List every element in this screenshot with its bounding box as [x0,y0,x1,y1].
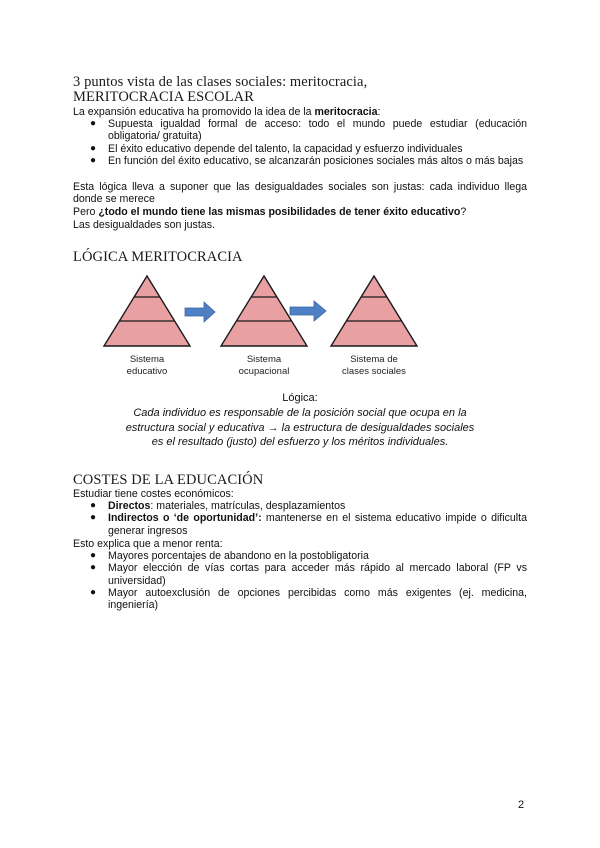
section-title-logica: LÓGICA MERITOCRACIA [73,249,243,265]
bullet-icon: ● [90,550,97,561]
question-paragraph: Pero ¿todo el mundo tiene las mismas posibilidades de tener éxito educativo? [73,206,467,218]
arrow-2-icon [290,301,326,321]
page-number: 2 [518,799,525,811]
costes-list [73,500,527,537]
costes-intro: Estudiar tiene costes económicos: [73,488,234,500]
bullet-icon: ● [90,142,97,154]
caption-ocupacional: Sistema ocupacional [238,354,290,377]
logic-statement: Cada individuo es responsable de la posición social que ocupa en la estructura social y educativa → la estructura de desigualdades sociales es el resultado (justo) del esfuerzo y los méritos individuales. [125,407,475,448]
list-item: ● Supuesta igualdad formal de acceso: todo el mundo puede estudiar (educación obligatoria/ gratuita) [90,118,527,143]
meritocracy-diagram [70,266,530,466]
renta-intro: Esto explica que a menor renta: [73,538,223,550]
bullet-icon: ● [90,118,97,129]
list-item: ● El éxito educativo depende del talento, la capacidad y esfuerzo individuales [90,142,463,155]
intro-text: La expansión educativa ha promovido la idea de la [73,106,315,118]
bullet-icon: ● [90,500,97,511]
pyramid-educativo [104,276,190,346]
meritocracia-intro [73,106,527,118]
intro-title-line: 3 puntos vista de las clases sociales: meritocracia, [73,74,368,90]
intro-colon: : [377,106,381,118]
list-item: ● Mayor elección de vías cortas para acceder más rápido al mercado laboral (FP vs universidad) [90,562,527,587]
list-item: ● Mayores porcentajes de abandono en la postobligatoria [90,550,369,562]
list-item: ● Directos: materiales, matrículas, desplazamientos [90,500,346,512]
bullet-icon: ● [90,512,97,524]
list-item: ● Mayor autoexclusión de opciones percibidas como más exigentes (ej. medicina, ingeniería) [90,586,527,612]
list-item: ● En función del éxito educativo, se alcanzarán posiciones sociales más altos o más bajas [90,154,524,167]
section-title-costes: COSTES DE LA EDUCACIÓN [73,472,264,488]
pyramid-clases-sociales [331,276,417,346]
question-bold: ¿todo el mundo tiene las mismas posibilidades de tener éxito educativo [98,206,461,218]
intro-bold-term: meritocracia [314,106,378,118]
caption-clases-sociales: Sistema de clases sociales [342,354,406,377]
arrow-1-icon [185,302,215,322]
section-title-meritocracia: MERITOCRACIA ESCOLAR [73,89,254,105]
meritocracia-bullet-list [73,118,527,167]
bullet-icon: ● [90,154,97,166]
bullet-icon: ● [90,586,97,598]
list-item: ● Indirectos o ‘de oportunidad’: mantenerse en el sistema educativo impide o dificulta generar ingresos [90,512,527,537]
logic-paragraph: Esta lógica lleva a suponer que las desigualdades sociales son justas: cada individuo llega donde se merece [73,181,527,206]
right-arrow-icon: → [267,421,279,434]
renta-list [73,550,527,611]
bullet-icon: ● [90,562,97,574]
caption-educativo: Sistema educativo [126,354,168,377]
logic-heading: Lógica: [282,392,318,404]
conclusion-paragraph: Las desigualdades son justas. [73,219,215,231]
